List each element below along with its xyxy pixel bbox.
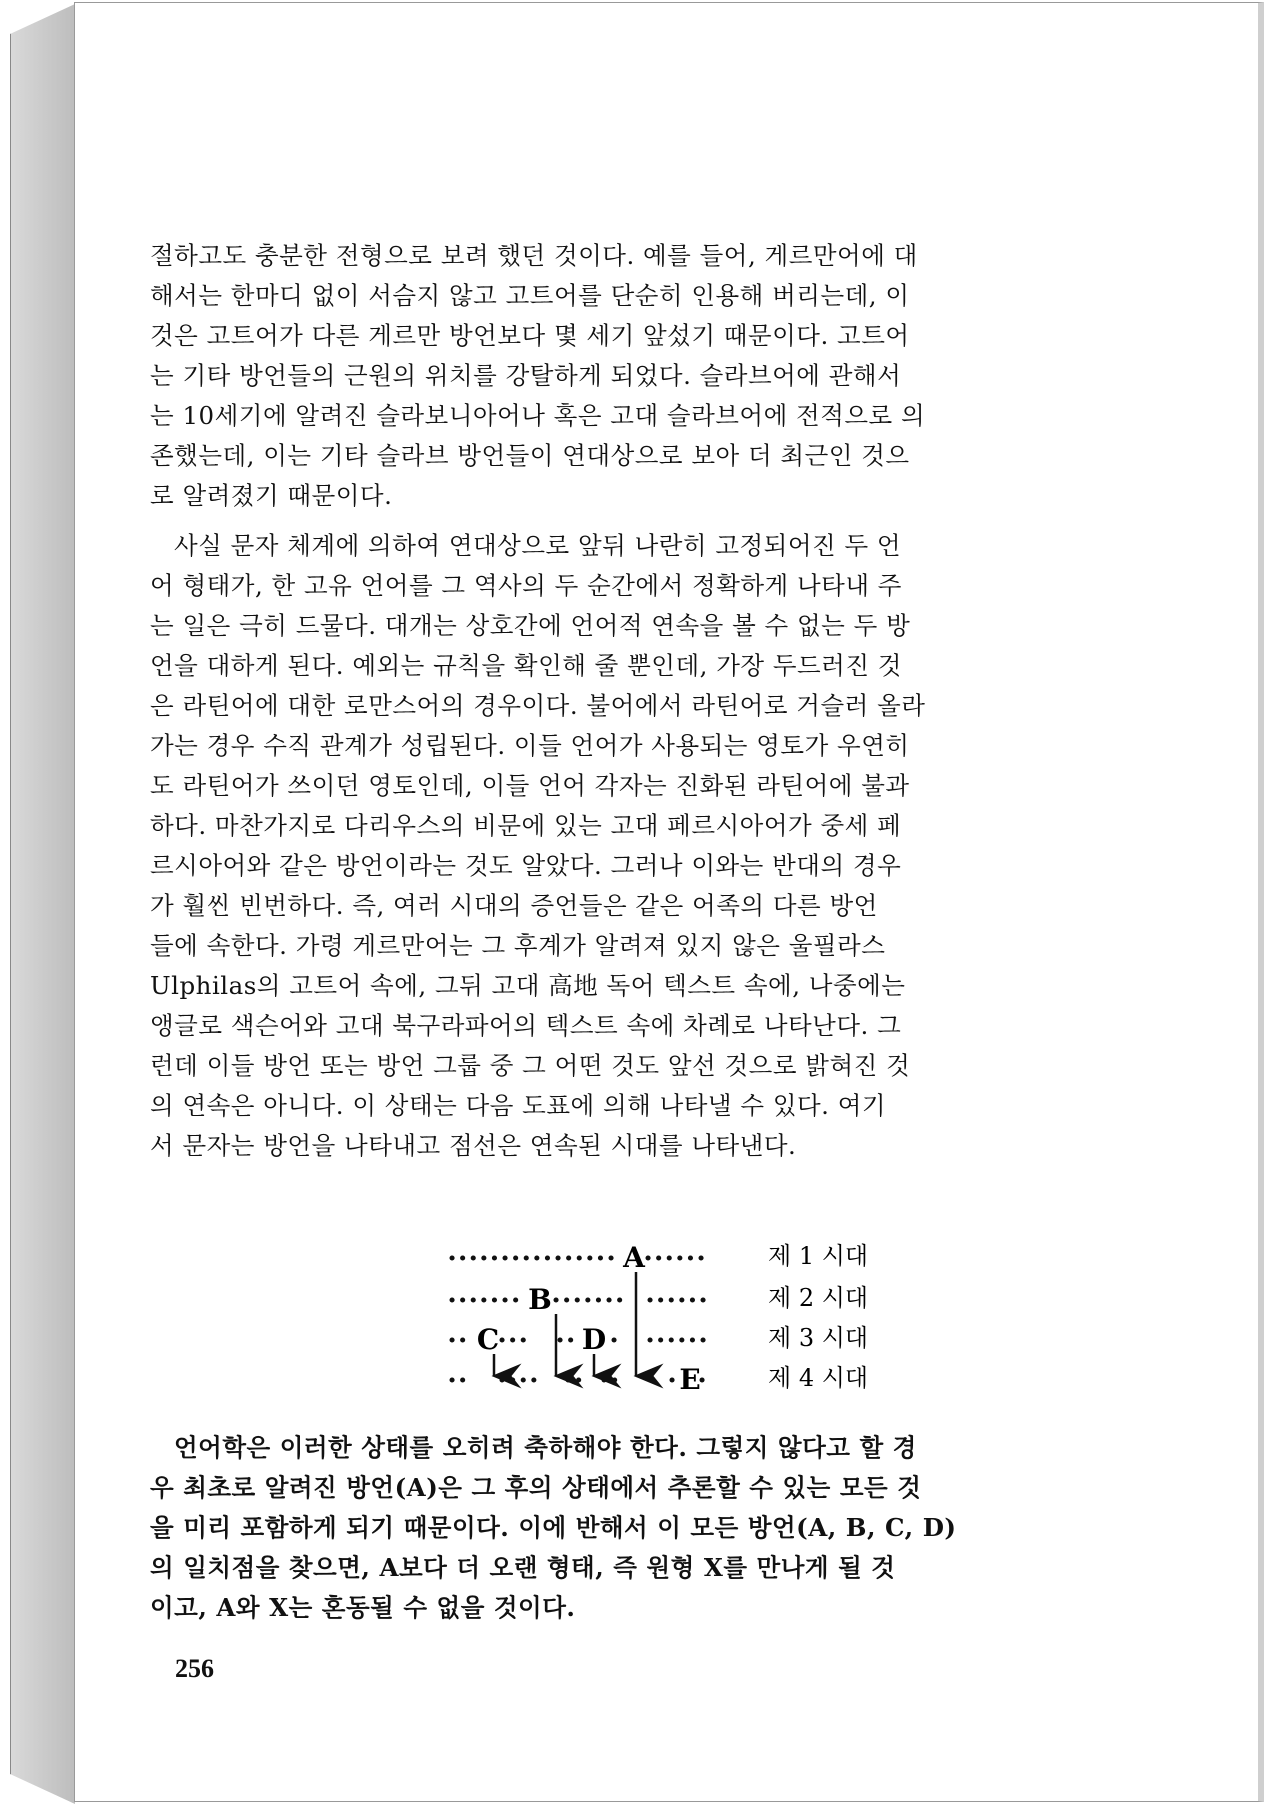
dialect-letter-a: A	[623, 1241, 645, 1274]
text-line: 로 알려졌기 때문이다.	[150, 481, 393, 510]
page-number: 256	[175, 1654, 214, 1683]
text-line: 사실 문자 체계에 의하여 연대상으로 앞뒤 나란히 고정되어진 두 언	[174, 531, 902, 560]
period-label: 제 1 시대	[768, 1242, 869, 1270]
text-line: 존했는데, 이는 기타 슬라브 방언들이 연대상으로 보아 더 최근인 것으	[150, 441, 910, 470]
text-line: 가는 경우 수직 관계가 성립된다. 이들 언어가 사용되는 영토가 우연히	[150, 731, 910, 760]
text-line: 이고, A와 X는 혼동될 수 없을 것이다.	[150, 1593, 576, 1622]
text-line: 앵글로 색슨어와 고대 북구라파어의 텍스트 속에 차례로 나타난다. 그	[150, 1011, 902, 1040]
text-line: 언을 대하게 된다. 예외는 규칙을 확인해 줄 뿐인데, 가장 두드러진 것	[150, 651, 902, 680]
text-line: 우 최초로 알려진 방언(A)은 그 후의 상태에서 추론할 수 있는 모든 것	[150, 1473, 922, 1502]
text-line: 르시아어와 같은 방언이라는 것도 알았다. 그러나 이와는 반대의 경우	[150, 851, 902, 880]
descent-arrows	[494, 1272, 636, 1376]
paragraph-1	[150, 236, 1030, 516]
text-line: 런데 이들 방언 또는 방언 그룹 중 그 어떤 것도 앞선 것으로 밝혀진 것	[150, 1051, 911, 1080]
period-label: 제 2 시대	[768, 1284, 869, 1312]
dialect-letter-b: B	[528, 1283, 552, 1316]
text-line: 는 일은 극히 드물다. 대개는 상호간에 언어적 연속을 볼 수 없는 두 방	[150, 611, 911, 640]
text-line: 어 형태가, 한 고유 언어를 그 역사의 두 순간에서 정확하게 나타내 주	[150, 571, 902, 600]
text-line: 절하고도 충분한 전형으로 보려 했던 것이다. 예를 들어, 게르만어에 대	[150, 241, 918, 270]
text-line: 것은 고트어가 다른 게르만 방언보다 몇 세기 앞섰기 때문이다. 고트어	[150, 321, 910, 350]
text-line: 는 10세기에 알려진 슬라보니아어나 혹은 고대 슬라브어에 전적으로 의	[150, 401, 926, 430]
dialect-letter-e: E	[679, 1363, 701, 1390]
dotted-rows	[452, 1258, 708, 1380]
period-label: 제 4 시대	[768, 1364, 869, 1390]
period-label: 제 3 시대	[768, 1324, 869, 1352]
text-line: 의 연속은 아니다. 이 상태는 다음 도표에 의해 나타낼 수 있다. 여기	[150, 1091, 887, 1120]
text-line: 하다. 마찬가지로 다리우스의 비문에 있는 고대 페르시아어가 중세 페	[150, 811, 902, 840]
text-line: 은 라틴어에 대한 로만스어의 경우이다. 불어에서 라틴어로 거슬러 올라	[150, 691, 926, 720]
text-line: Ulphilas의 고트어 속에, 그뒤 고대 高地 독어 텍스트 속에, 나중에는	[150, 971, 906, 1000]
text-line: 는 기타 방언들의 근원의 위치를 강탈하게 되었다. 슬라브어에 관해서	[150, 361, 902, 390]
text-line: 의 일치점을 찾으면, A보다 더 오랜 형태, 즉 원형 X를 만나게 될 것	[150, 1553, 896, 1582]
text-line: 해서는 한마디 없이 서슴지 않고 고트어를 단순히 인용해 버리는데, 이	[150, 281, 910, 310]
paragraph-2	[150, 526, 1030, 1166]
dialect-letter-d: D	[581, 1323, 607, 1356]
text-line: 언어학은 이러한 상태를 오히려 축하해야 한다. 그렇지 않다고 할 경	[174, 1433, 917, 1462]
dialect-diagram	[370, 1230, 900, 1390]
text-line: 서 문자는 방언을 나타내고 점선은 연속된 시대를 나타낸다.	[150, 1131, 797, 1160]
dialect-letter-c: C	[476, 1323, 500, 1356]
text-line: 가 훨씬 빈번하다. 즉, 여러 시대의 증언들은 같은 어족의 다른 방언	[150, 891, 878, 920]
text-line: 들에 속한다. 가령 게르만어는 그 후계가 알려져 있지 않은 울필라스	[150, 931, 886, 960]
text-line: 도 라틴어가 쓰이던 영토인데, 이들 언어 각자는 진화된 라틴어에 불과	[150, 771, 910, 800]
book-spine	[10, 4, 75, 1804]
paragraph-3	[150, 1428, 1030, 1628]
text-line: 을 미리 포함하게 되기 때문이다. 이에 반해서 이 모든 방언(A, B, C, D)	[150, 1513, 957, 1542]
